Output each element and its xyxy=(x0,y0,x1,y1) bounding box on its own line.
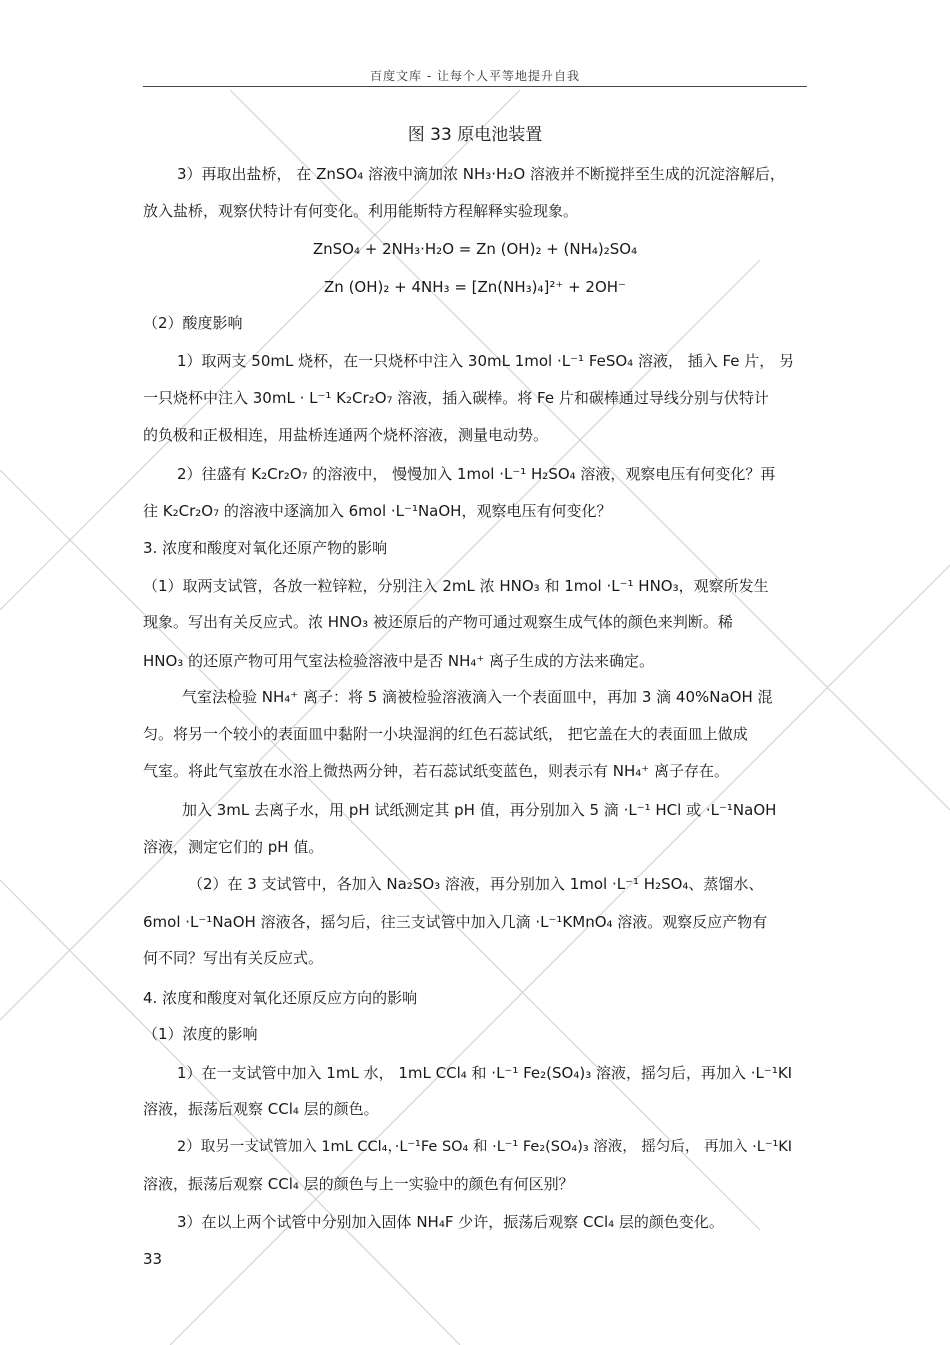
body-line: 2）往盛有 K₂Cr₂O₇ 的溶液中， 慢慢加入 1mol ·L⁻¹ H₂SO₄ 溶液，观察电压有何变化？再 xyxy=(177,465,776,483)
body-line: 现象。写出有关反应式。浓 HNO₃ 被还原后的产物可通过观察生成气体的颜色来判断。稀 xyxy=(143,613,733,631)
body-line: 6mol ·L⁻¹NaOH 溶液各，摇匀后，往三支试管中加入几滴 ·L⁻¹KMnO₄ 溶液。观察反应产物有 xyxy=(143,913,768,931)
section-heading: （1）浓度的影响 xyxy=(143,1025,258,1043)
section-heading: 4. 浓度和酸度对氧化还原反应方向的影响 xyxy=(143,989,418,1007)
body-line: 3）在以上两个试管中分别加入固体 NH₄F 少许，振荡后观察 CCl₄ 层的颜色变化。 xyxy=(177,1213,724,1231)
equation: ZnSO₄ + 2NH₃·H₂O = Zn (OH)₂ + (NH₄)₂SO₄ xyxy=(312,240,638,258)
body-line: 往 K₂Cr₂O₇ 的溶液中逐滴加入 6mol ·L⁻¹NaOH，观察电压有何变化？ xyxy=(143,502,612,520)
equation: Zn (OH)₂ + 4NH₃ = [Zn(NH₃)₄]²⁺ + 2OH⁻ xyxy=(324,278,626,296)
body-line: 1）在一支试管中加入 1mL 水， 1mL CCl₄ 和 ·L⁻¹ Fe₂(SO₄)₃ 溶液，摇匀后，再加入 ·L⁻¹KI xyxy=(177,1064,793,1082)
body-line: 溶液，振荡后观察 CCl₄ 层的颜色与上一实验中的颜色有何区别？ xyxy=(143,1175,574,1193)
page-number: 33 xyxy=(143,1250,163,1268)
body-line: （2）在 3 支试管中，各加入 Na₂SO₃ 溶液，再分别加入 1mol ·L⁻¹ H₂SO₄、蒸馏水、 xyxy=(188,875,764,893)
figure-caption: 图 33 原电池装置 xyxy=(407,125,543,145)
section-heading: （2）酸度影响 xyxy=(143,314,243,332)
body-line: HNO₃ 的还原产物可用气室法检验溶液中是否 NH₄⁺ 离子生成的方法来确定。 xyxy=(143,652,655,670)
body-line: 加入 3mL 去离子水，用 pH 试纸测定其 pH 值，再分别加入 5 滴 ·L⁻¹ HCl 或 ·L⁻¹NaOH xyxy=(182,801,777,819)
body-line: 2）取另一支试管加入 1mL CCl₄，·L⁻¹Fe SO₄ 和 ·L⁻¹ Fe₂(SO₄)₃ 溶液， 摇匀后， 再加入 ·L⁻¹KI xyxy=(177,1139,793,1155)
body-line: 溶液，测定它们的 pH 值。 xyxy=(143,838,324,856)
body-line: 气室法检验 NH₄⁺ 离子：将 5 滴被检验溶液滴入一个表面皿中，再加 3 滴 40%NaOH 混 xyxy=(182,688,773,706)
header-divider xyxy=(143,86,807,87)
body-line: 何不同？写出有关反应式。 xyxy=(143,949,324,967)
body-line: 1）取两支 50mL 烧杯，在一只烧杯中注入 30mL 1mol ·L⁻¹ FeSO₄ 溶液， 插入 Fe 片， 另 xyxy=(177,352,795,370)
body-line: 匀。将另一个较小的表面皿中黏附一小块湿润的红色石蕊试纸， 把它盖在大的表面皿上做成 xyxy=(143,725,748,743)
body-line: 气室。将此气室放在水浴上微热两分钟，若石蕊试纸变蓝色，则表示有 NH₄⁺ 离子存在。 xyxy=(143,762,729,780)
body-line: 溶液，振荡后观察 CCl₄ 层的颜色。 xyxy=(143,1100,379,1118)
section-heading: 3. 浓度和酸度对氧化还原产物的影响 xyxy=(143,539,388,557)
body-line: 一只烧杯中注入 30mL · L⁻¹ K₂Cr₂O₇ 溶液，插入碳棒。将 Fe 片和碳棒通过导线分别与伏特计 xyxy=(143,389,769,407)
body-line: 的负极和正极相连，用盐桥连通两个烧杯溶液，测量电动势。 xyxy=(143,426,549,444)
page-header: 百度文库 - 让每个人平等地提升自我 xyxy=(370,69,580,83)
body-line: （1）取两支试管，各放一粒锌粒，分别注入 2mL 浓 HNO₃ 和 1mol ·L⁻¹ HNO₃，观察所发生 xyxy=(143,577,769,595)
body-line: 3）再取出盐桥， 在 ZnSO₄ 溶液中滴加浓 NH₃·H₂O 溶液并不断搅拌至生成的沉淀溶解后， xyxy=(177,165,785,183)
body-line: 放入盐桥，观察伏特计有何变化。利用能斯特方程解释实验现象。 xyxy=(143,202,579,220)
